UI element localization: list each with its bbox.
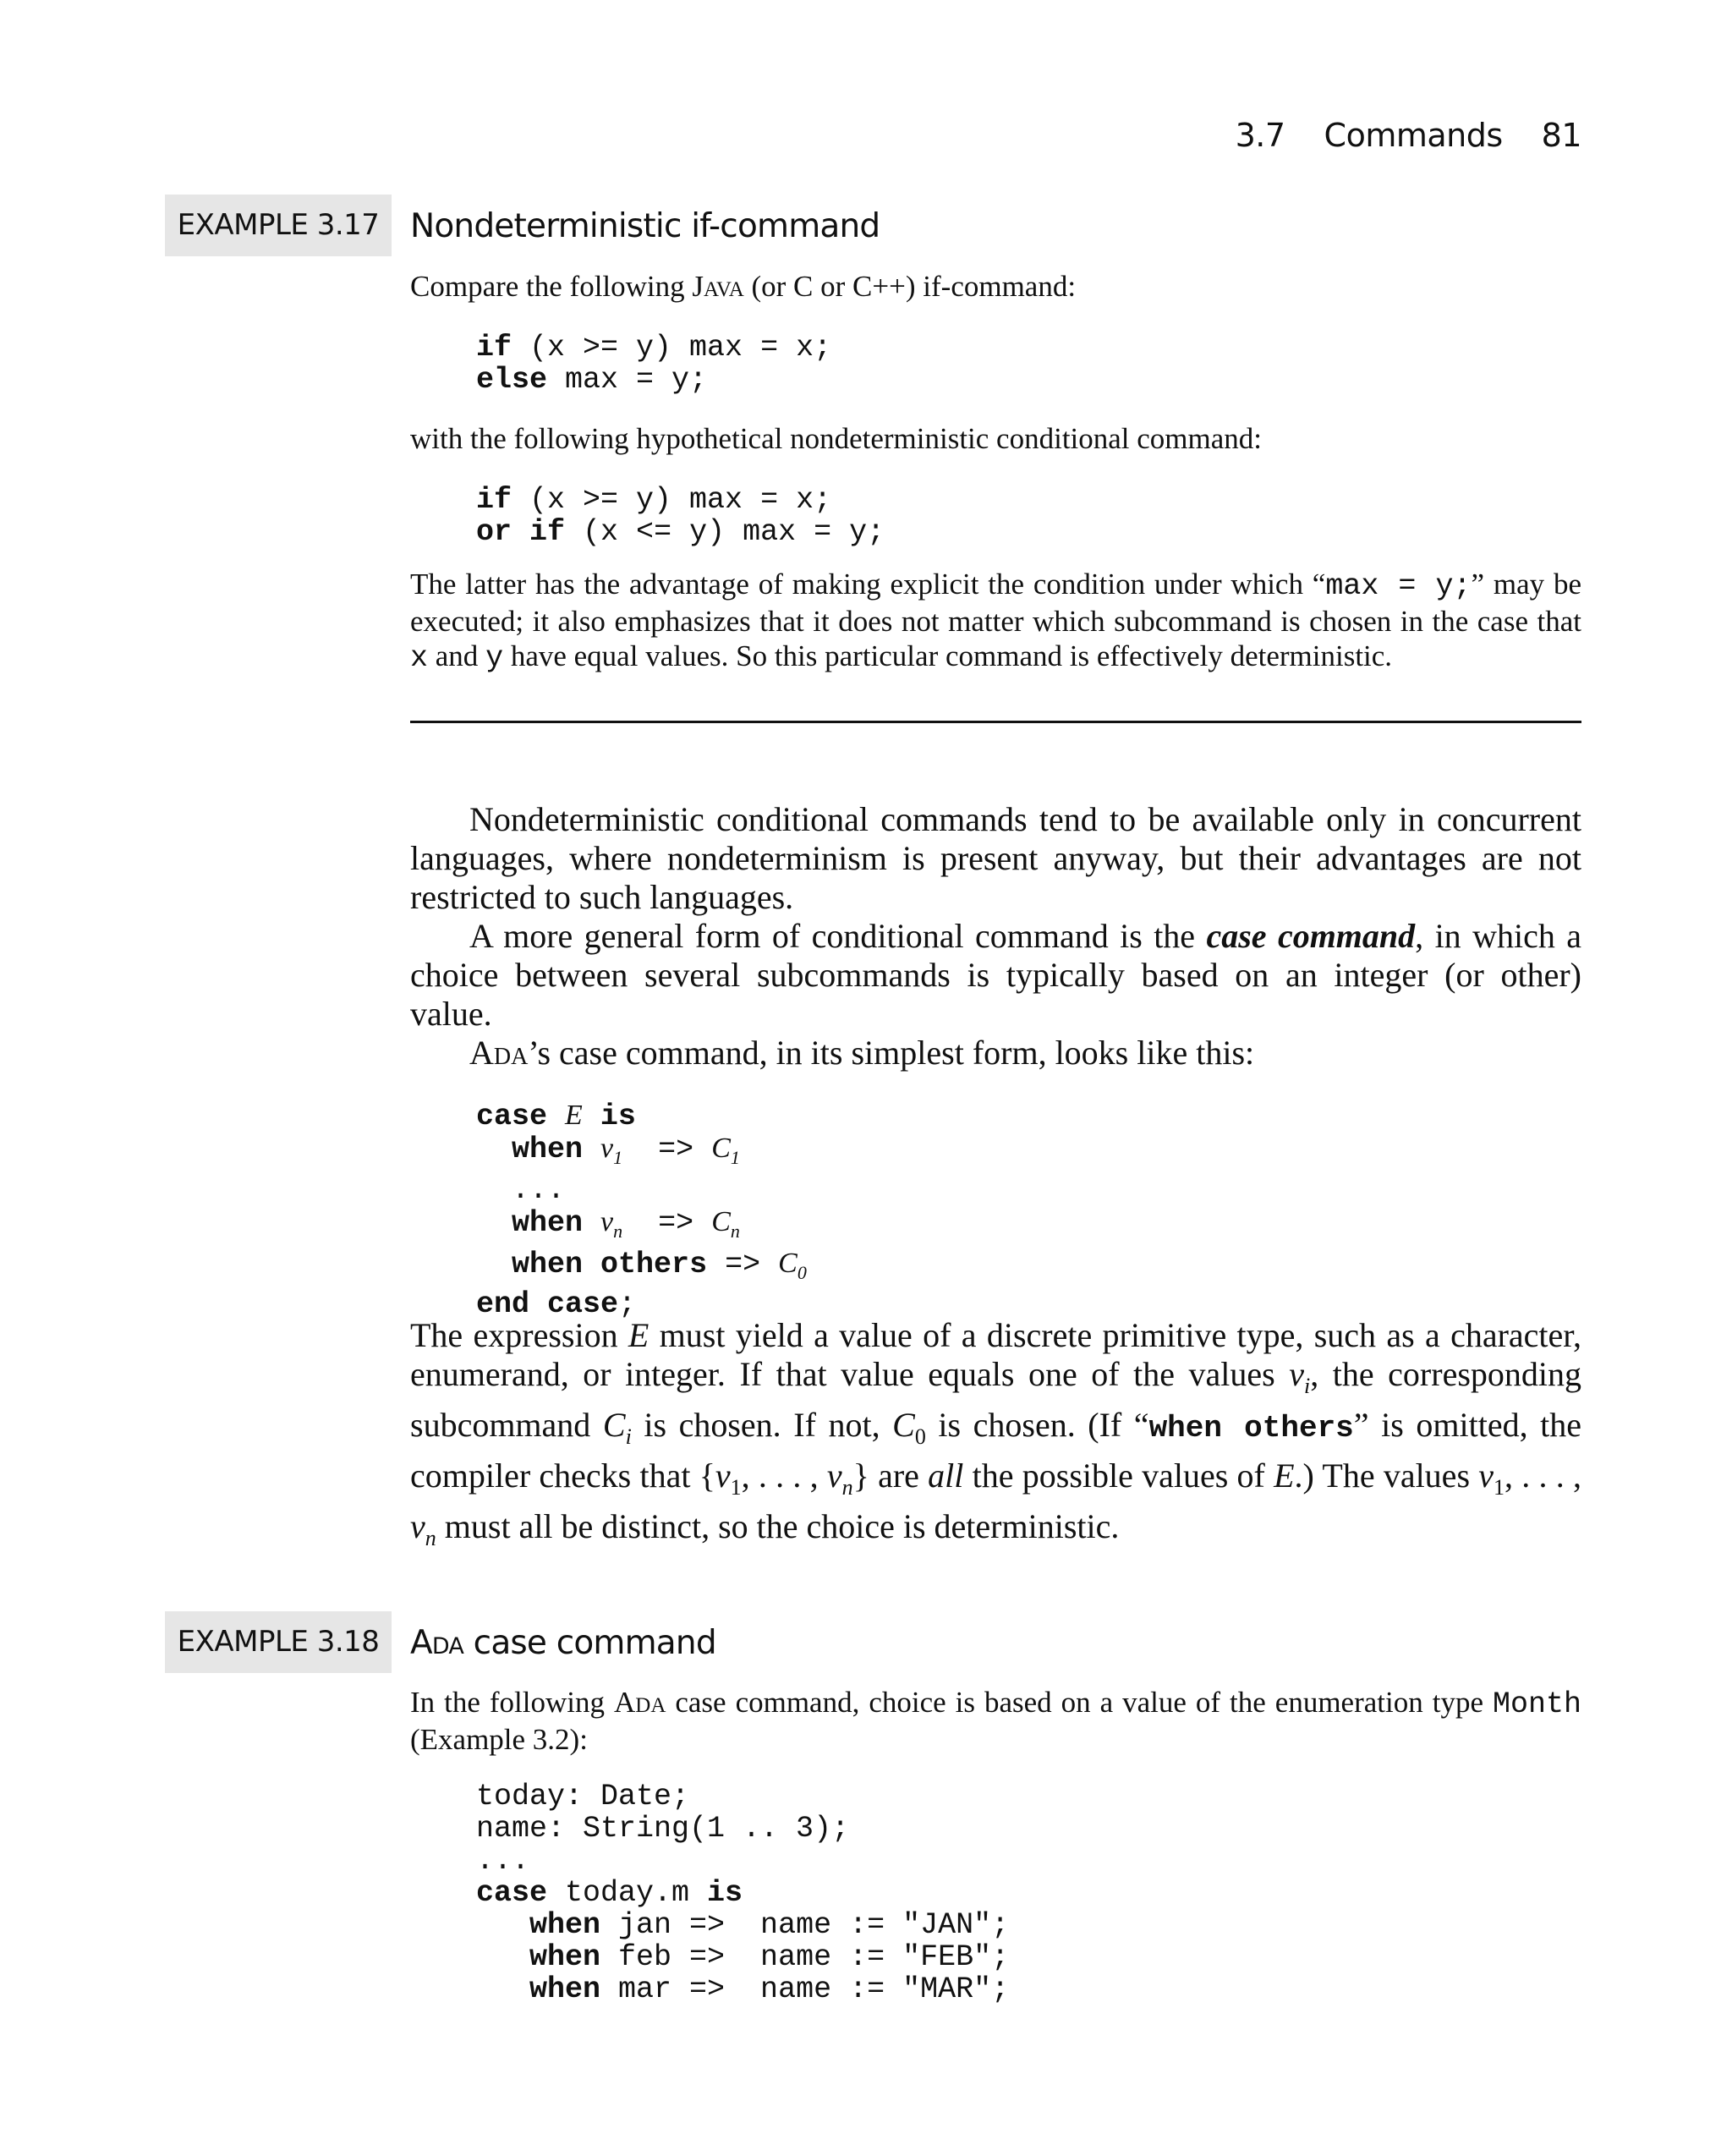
case-explanation: The expression E must yield a value of a discrete primitive type, such as a character, enumerand, or integer. If that value equals one of the values $v_i$, the corresponding subcommand $C_i$ is chosen. If not, $C_0$ is chosen. (If “when others” is omitted, the compiler checks that {$v_1$, . . . , $v_n$} are all the possible values of E.) The values $v_1$, . . . , $v_n$ must all be distinct, so the choice is deterministic. [410,1316,1582,1550]
running-header [1236,117,1581,154]
example-intro: In the following Ada case command, choice is based on a value of the enumeration type Month (Example 3.2): [410,1686,1581,1756]
code-block-nondeterministic: if (x >= y) max = x; or if (x <= y) max = y; [476,483,885,549]
term: case command [1206,917,1416,955]
code-block-java: if (x >= y) max = x; else max = y; [476,331,832,397]
page-number: 81 [1541,117,1581,154]
example-intro: Compare the following Java (or C or C++) if-command: [410,270,1077,303]
code-block-ada-month: today: Date; name: String(1 .. 3); ... case today.m is when jan => name := "JAN"; when feb => name := "FEB"; when mar => name := "MAR"; [476,1780,1010,2006]
paragraph: Nondeterministic conditional commands tend to be available only in concurrent languages, where nondeterminism is present anyway, but their advantages are not restricted to such languages. [410,800,1581,916]
paragraph: A more general form of conditional command is the case command, in which a choice between several subcommands is typically based on an integer (or other) value. [410,917,1581,1033]
example-paragraph: The latter has the advantage of making explicit the condition under which “max = y;” may be executed; it also emphasizes that it does not matter which subcommand is chosen in the case that x and y have equal values. So this particular command is effectively deterministic. [410,568,1582,675]
example-label: EXAMPLE 3.18 [165,1611,392,1673]
paragraph: Ada’s case command, in its simplest form, looks like this: [469,1034,1255,1072]
code-block-case-syntax: case E is when $v_1 => C_1$ ... when $v_n => C_n$ when others => $C_0$ end case; [476,1100,807,1322]
example-title: Ada case command [410,1624,716,1662]
language-name: Java [692,270,744,303]
example-label: EXAMPLE 3.17 [165,195,392,256]
body-paragraphs [410,800,1581,1073]
example-divider [410,721,1581,723]
example-title: Nondeterministic if-command [410,207,880,245]
section-number: 3.7 [1235,117,1285,154]
example-text: with the following hypothetical nondeterministic conditional command: [410,422,1263,455]
section-title: Commands [1324,117,1503,154]
